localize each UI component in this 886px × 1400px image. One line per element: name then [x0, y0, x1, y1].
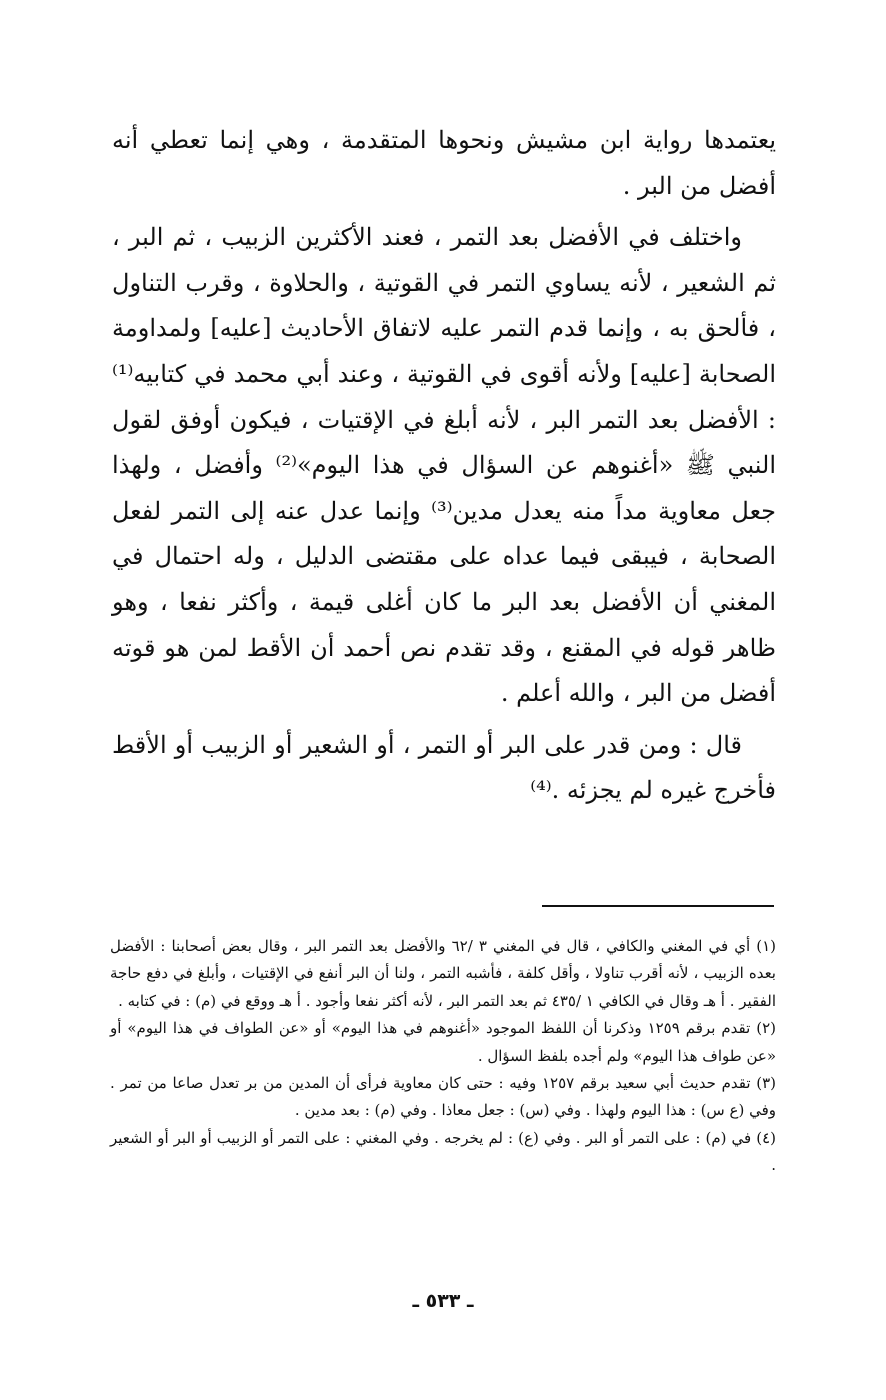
footnote: (٢) تقدم برقم ١٢٥٩ وذكرنا أن اللفظ الموجود «أغنوهم في هذا اليوم» أو «عن الطواف في هذا اليوم» أو «عن طواف هذا اليوم» ولم أجده بلفظ السؤال . [110, 1019, 776, 1065]
paragraph: واختلف في الأفضل بعد التمر ، فعند الأكثرين الزبيب ، ثم البر ، ثم الشعير ، لأنه يساوي التمر في القوتية ، والحلاوة ، وقرب التناول ، فألحق به ، وإنما قدم التمر عليه لاتفاق الأحاديث [عليه] ولمداومة الصحابة [عليه] ولأنه أقوى في القوتية ، وعند أبي محمد في كتابيه⁽¹⁾ : الأفضل بعد التمر البر ، لأنه أبلغ في الإقتيات ، فيكون أوفق لقول النبي ﷺ «أغنوهم عن السؤال في هذا اليوم»⁽²⁾ وأفضل ، ولهذا جعل معاوية مداً منه يعدل مدين⁽³⁾ وإنما عدل عنه إلى التمر لفعل الصحابة ، فيبقى فيما عداه على مقتضى الدليل ، وله احتمال في المغني أن الأفضل بعد البر ما كان أغلى قيمة ، وأكثر نفعا ، وهو ظاهر قوله في المقنع ، وقد تقدم نص أحمد أن الأقط لمن هو قوته أفضل من البر ، والله أعلم . [112, 223, 777, 708]
footnote: (٣) تقدم حديث أبي سعيد برقم ١٢٥٧ وفيه : حتى كان معاوية فرأى أن المدين من بر تعدل صاعا من تمر . وفي (ع س) : هذا اليوم ولهذا . وفي (س) : جعل معاذا . وفي (م) : بعد مدين . [110, 1074, 776, 1120]
paragraph: قال : ومن قدر على البر أو التمر ، أو الشعير أو الزبيب أو الأقط فأخرج غيره لم يجزئه .⁽⁴⁾ [112, 730, 776, 805]
paragraph: يعتمدها رواية ابن مشيش ونحوها المتقدمة ، وهي إنما تعطي أنه أفضل من البر . [112, 126, 776, 200]
main-text [112, 118, 776, 814]
footnotes [110, 933, 776, 1180]
footnote-divider [542, 905, 774, 907]
page-number: ـ ٥٣٣ ـ [412, 1290, 474, 1312]
footnote: (٤) في (م) : على التمر أو البر . وفي (ع) : لم يخرجه . وفي المغني : على التمر أو الزبيب أو البر أو الشعير . [110, 1128, 776, 1175]
footnote: (١) أي في المغني والكافي ، قال في المغني ٣ /٦٢ والأفضل بعد التمر البر ، وقال بعض أصحابنا : الأفضل بعده الزبيب ، لأنه أقرب تناولا ، وأقل كلفة ، فأشبه التمر ، ولنا أن البر أنفع في الإقتيات ، وأبلغ في دفع حاجة الفقير . أ هـ وقال في الكافي ١ /٤٣٥ ثم بعد التمر البر ، لأنه أكثر نفعا وأجود . أ هـ ووقع في (م) : في كتابه . [110, 937, 776, 1010]
